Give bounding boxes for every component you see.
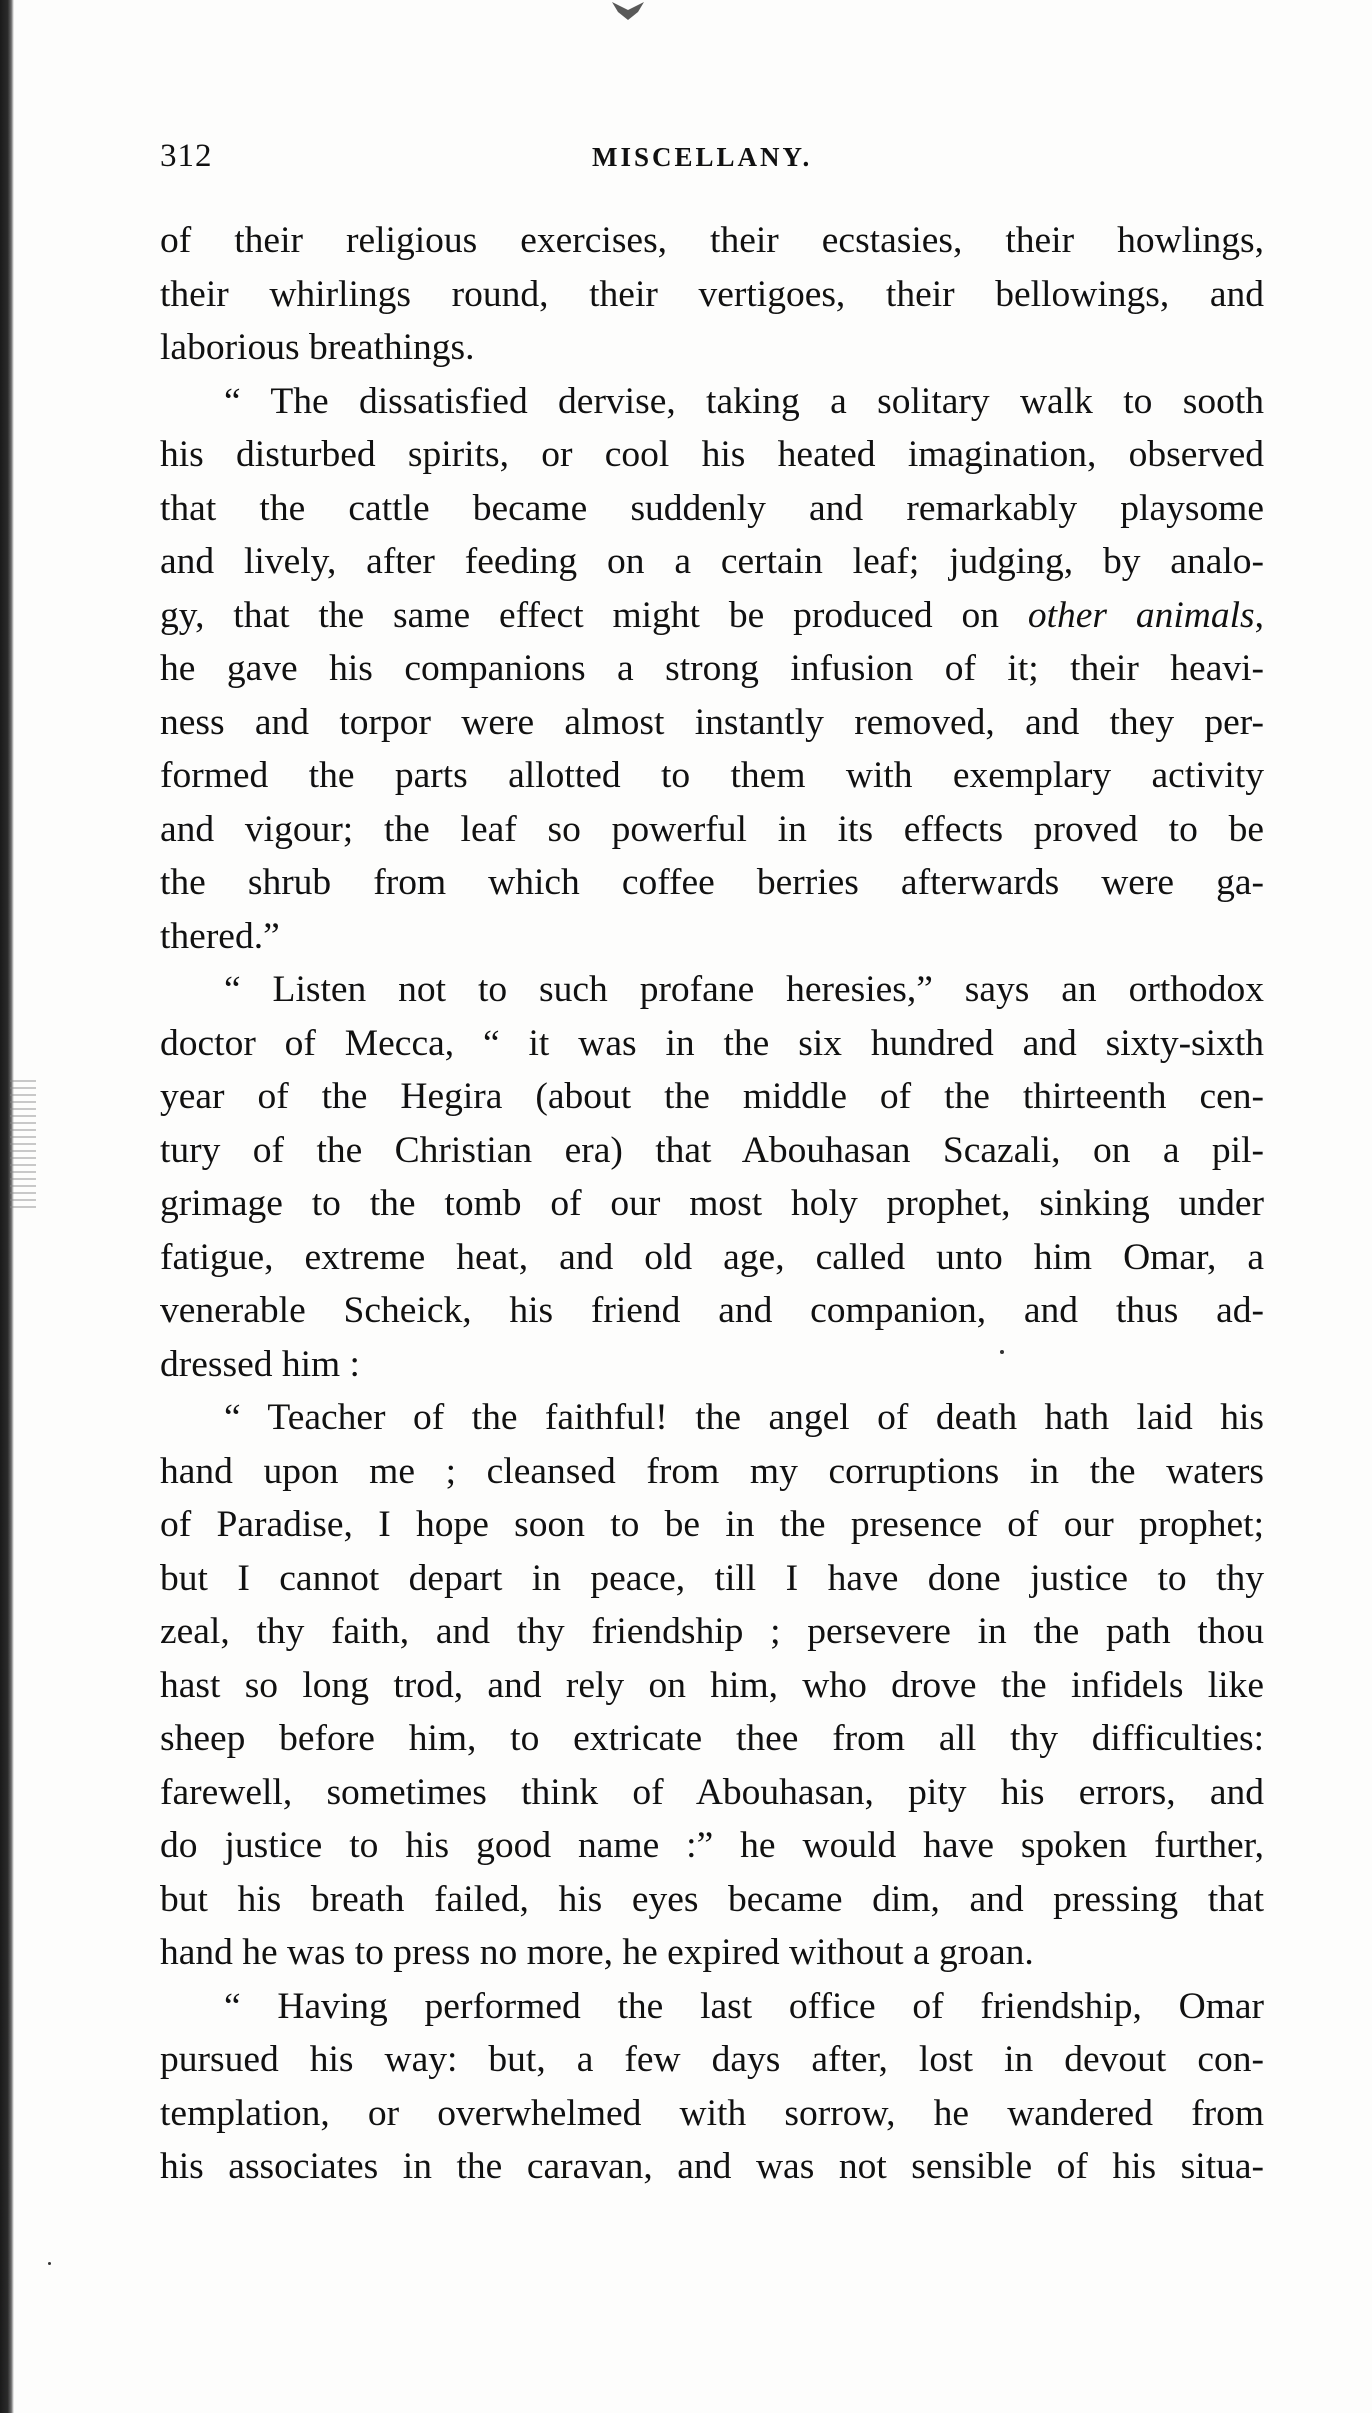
text-line: hand he was to press no more, he expired without a groan. — [160, 1932, 1034, 1973]
text-line: sheep before him, to extricate thee from all thy difficulties: — [160, 1718, 1264, 1759]
text-line: year of the Hegira (about the middle of the thirteenth cen- — [160, 1076, 1264, 1117]
text-line-with-italic — [160, 589, 1264, 643]
text-line: he gave his companions a strong infusion of it; their heavi- — [160, 648, 1264, 689]
text-line: “ Having performed the last office of friendship, Omar — [224, 1985, 1264, 2027]
binding-stitch-mark — [10, 1080, 36, 1210]
text-line: the shrub from which coffee berries afterwards were ga- — [160, 862, 1264, 903]
text-line: and lively, after feeding on a certain leaf; judging, by analo- — [160, 541, 1264, 582]
text-line: zeal, thy faith, and thy friendship ; persevere in the path thou — [160, 1611, 1264, 1652]
text-line: and vigour; the leaf so powerful in its effects proved to be — [160, 808, 1264, 850]
text-line: venerable Scheick, his friend and companion, and thus ad- — [160, 1290, 1264, 1331]
text-line: do justice to his good name :” he would have spoken further, — [160, 1825, 1264, 1866]
body-text — [160, 214, 1264, 2194]
paper-speck — [1000, 1350, 1004, 1354]
text-line: laborious breathings. — [160, 327, 475, 368]
page-number: 312 — [160, 138, 213, 174]
top-ornament-icon — [608, 0, 648, 22]
text-run: , — [1254, 594, 1264, 636]
text-run: gy, that the same effect might be produced on — [160, 594, 1028, 636]
paragraph — [160, 1391, 1264, 1980]
text-line: fatigue, extreme heat, and old age, called unto him Omar, a — [160, 1236, 1264, 1278]
italic-text-run: other animals — [1027, 594, 1255, 636]
text-line: hand upon me ; cleansed from my corruptions in the waters — [160, 1450, 1264, 1492]
text-line: that the cattle became suddenly and remarkably playsome — [160, 487, 1264, 529]
text-line: his disturbed spirits, or cool his heated imagination, observed — [160, 434, 1264, 475]
text-line: his associates in the caravan, and was not sensible of his situa- — [160, 2146, 1264, 2187]
paragraph — [160, 963, 1264, 1391]
text-line: ness and torpor were almost instantly removed, and they per- — [160, 701, 1264, 743]
text-line: dressed him : — [160, 1343, 360, 1385]
text-line: “ The dissatisfied dervise, taking a solitary walk to sooth — [224, 380, 1264, 422]
text-line: tury of the Christian era) that Abouhasan Scazali, on a pil- — [160, 1129, 1264, 1171]
paragraph — [160, 375, 1264, 964]
text-line: grimage to the tomb of our most holy prophet, sinking under — [160, 1183, 1264, 1224]
paper-speck — [48, 2262, 51, 2265]
text-line: of their religious exercises, their ecstasies, their howlings, — [160, 220, 1264, 261]
text-line: their whirlings round, their vertigoes, their bellowings, and — [160, 273, 1264, 315]
text-line: pursued his way: but, a few days after, lost in devout con- — [160, 2039, 1264, 2080]
paragraph — [160, 214, 1264, 375]
running-head: MISCELLANY. — [592, 142, 813, 172]
text-line: formed the parts allotted to them with exemplary activity — [160, 755, 1264, 796]
text-line: templation, or overwhelmed with sorrow, he wandered from — [160, 2092, 1264, 2134]
paragraph — [160, 1980, 1264, 2194]
text-line: of Paradise, I hope soon to be in the presence of our prophet; — [160, 1504, 1264, 1545]
text-line: farewell, sometimes think of Abouhasan, pity his errors, and — [160, 1771, 1264, 1813]
text-line: hast so long trod, and rely on him, who drove the infidels like — [160, 1664, 1264, 1706]
text-line: but I cannot depart in peace, till I have done justice to thy — [160, 1557, 1264, 1599]
text-line: but his breath failed, his eyes became dim, and pressing that — [160, 1878, 1264, 1920]
text-line: “ Teacher of the faithful! the angel of death hath laid his — [224, 1397, 1264, 1438]
text-line: “ Listen not to such profane heresies,” says an orthodox — [224, 969, 1264, 1010]
page-header — [160, 138, 1260, 178]
text-line: doctor of Mecca, “ it was in the six hundred and sixty-sixth — [160, 1022, 1264, 1064]
text-line: thered.” — [160, 915, 280, 957]
